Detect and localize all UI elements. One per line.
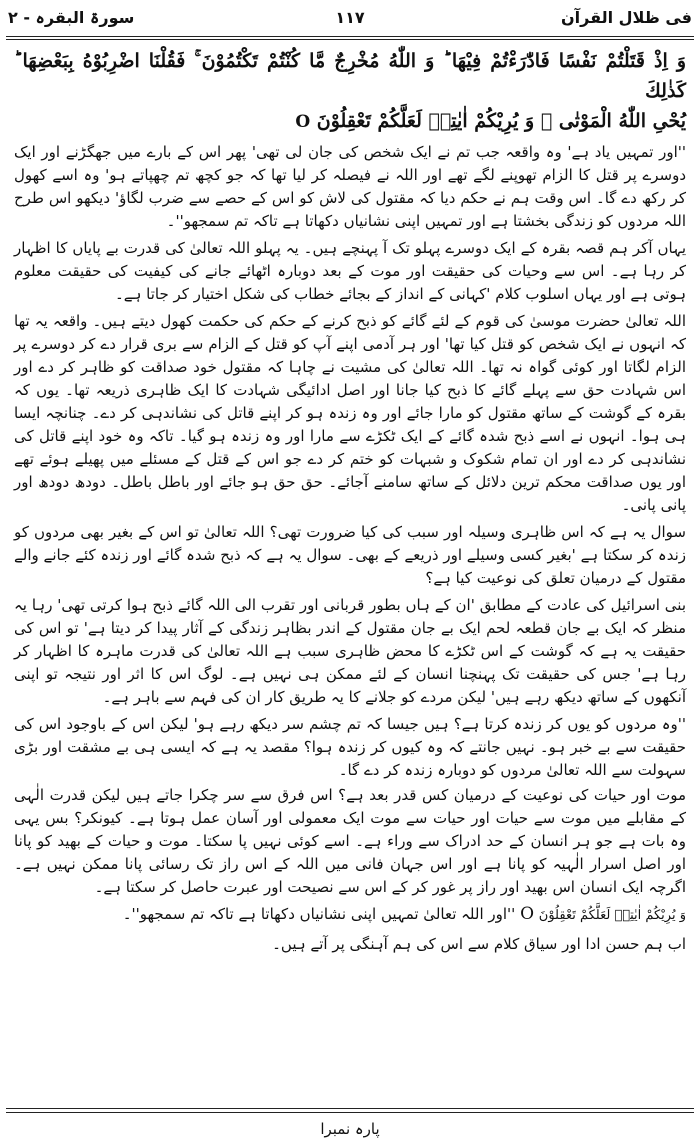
verse-line-1: وَ اِذْ قَتَلْتُمْ نَفْسًا فَادّٰرَءْتُمْ فِیْهَا ؕ وَ اللّٰهُ مُخْرِجٌ مَّا كُنْتُمْ تَكْتُمُوْنَ ۚ فَقُلْنَا اضْرِبُوْهُ بِبَعْضِهَا ؕ كَذٰلِكَ bbox=[14, 50, 686, 102]
closing-translation: ''اور اللہ تعالیٰ تمہیں اپنی نشانیاں دکھاتا ہے تاکہ تم سمجھو''۔ bbox=[122, 905, 516, 923]
transition-line: اب ہم حسن ادا اور سیاق کلام سے اس کی ہم آہنگی پر آتے ہیں۔ bbox=[272, 935, 686, 953]
verse-line-2-text: یُحْیِ اللّٰهُ الْمَوْتٰى ۙ وَ یُرِیْكُمْ اٰیٰتِهٖ لَعَلَّكُمْ تَعْقِلُوْنَ bbox=[316, 110, 686, 132]
paragraph-question: سوال یہ ہے کہ اس ظاہری وسیلہ اور سبب کی کیا ضرورت تھی؟ اللہ تعالیٰ تو اس کے بغیر بھی مردوں کو زندہ کر سکتا ہے 'بغیر کسی وسیلے اور ذریعے کے بھی۔ سوال یہ ہے کہ ذبح شدہ گائے اور زندہ کئے جانے والے مقتول کے درمیان تعلق کی نوعیت کیا ہے؟ bbox=[14, 523, 686, 587]
header-divider bbox=[6, 36, 694, 37]
paragraph-intro: یہاں آکر ہم قصہ بقرہ کے ایک دوسرے پہلو تک آ پہنچے ہیں۔ یہ پہلو اللہ تعالیٰ کی قدرت بے پایاں کا اظہار کر رہا ہے۔ اس سے وحیات کی حقیقت اور موت کے بعد دوبارہ اٹھائے جانے کی کیفیت کی حقیقت معلوم ہوتی ہے اور یہاں اسلوب کلام 'کہانی کے انداز کے بجائے خطاب کی شکل اختیار کر جاتا ہے۔ bbox=[14, 239, 686, 303]
surah-title: سورۃ البقرہ - ۲ bbox=[8, 8, 135, 27]
page-number: ۱۱۷ bbox=[335, 8, 365, 27]
paragraph-story: اللہ تعالیٰ حضرت موسیٰ کی قوم کے لئے گائے کو ذبح کرنے کے حکم کی حکمت کھول دیتے ہیں۔ واقعہ یہ تھا کہ انہوں نے ایک شخص کو قتل کیا تھا' اور ہر آدمی اپنے آپ کو قتل کے الزام سے بری قرار دے کر دوسرے پر الزام لگاتا اور کوئی گواہ نہ تھا۔ اللہ تعالیٰ کی مشیت نے چاہا کہ مقتول خود صداقت کو ظاہر کر دے اور اس شہادت حق سے پہلے گائے کا ذبح کیا جانا اور اصل ادائیگی شہادت کا ایک ظاہری ذریعہ تھا۔ یوں کہ بقرہ کے گوشت کے ساتھ مقتول کو مارا جائے اور وہ زندہ ہو کر اپنے قاتل کی نشاندہی کر دے۔ چنانچہ ایسا ہی ہوا۔ انہوں نے اسے ذبح شدہ گائے کے ایک ٹکڑے سے مارا اور وہ زندہ ہو گیا۔ تاکہ وہ خود اپنے قاتل کی نشاندہی کر دے اور ان تمام شکوک و شبہات کو ختم کر دے جو اس کے قتل کے مسئلے میں پھیلے ہوئے تھے اور یوں صداقت محکم ترین دلائل کے ساتھ سامنے آجائے۔ حق حق ہو جائے اور باطل باطل۔ دودھ دودھ اور پانی پانی۔ bbox=[14, 312, 686, 514]
ayah-end-mark: O bbox=[295, 112, 311, 132]
closing-ayah: وَ یُرِیْكُمْ اٰیٰتِهٖ لَعَلَّكُمْ تَعْقِلُوْنَ bbox=[538, 908, 686, 923]
para-number-label: پارہ نمبرا bbox=[320, 1120, 380, 1138]
header-divider-double bbox=[6, 39, 694, 40]
closing-ayah-mark: O bbox=[520, 904, 535, 924]
closing-ayah-line bbox=[14, 903, 686, 927]
page-header bbox=[6, 4, 694, 34]
book-title: فی ظلال القرآن bbox=[560, 8, 692, 27]
paragraph-translation: ''اور تمہیں یاد ہے' وہ واقعہ جب تم نے ایک شخص کی جان لی تھی' پھر اس کے بارے میں جھگڑنے اور ایک دوسرے پر قتل کا الزام تھوپنے لگے تھے اور اللہ نے فیصلہ کر لیا تھا کہ جو کچھ تم چھپاتے ہو' وہ اسے کھول کر رکھ دے گا۔ اس وقت ہم نے حکم دیا کہ مقتول کی لاش کو اس کے حصے سے ضرب لگاؤ' دیکھو اس طرح اللہ مردوں کو زندگی بخشتا ہے اور تمہیں اپنی نشانیاں دکھاتا ہے تاکہ تم سمجھو''۔ bbox=[14, 143, 686, 230]
footer-divider bbox=[6, 1108, 694, 1109]
paragraph-explanation: بنی اسرائیل کی عادت کے مطابق 'ان کے ہاں بطور قربانی اور تقرب الی اللہ گائے ذبح ہوا کرتی تھی' رہا یہ منظر کہ ایک بے جان قطعہ لحم ایک بے جان مقتول کے اندر بظاہر زندگی کے آثار پیدا کر دیتا ہے' تو اس کی حقیقت یہ ہے کہ گوشت کے اس ٹکڑے کا محض ظاہری سبب ہے اللہ تعالیٰ کی قدرت ماہرہ کا اظہار کر رہا ہے' جس کی حقیقت تک پہنچنا انسان کے لئے ممکن ہی نہیں ہے۔ لوگ اس کا اثر اور نتیجہ تو اپنی آنکھوں کے ساتھ دیکھ رہے ہیں' لیکن مردے کو جلانے کا یہ طریق کار ان کی فہم سے باہر ہے۔ bbox=[14, 596, 686, 706]
quran-verse bbox=[14, 46, 686, 137]
verse-line-2 bbox=[14, 106, 686, 137]
page-content bbox=[14, 46, 686, 956]
footer-divider-double bbox=[6, 1112, 694, 1113]
paragraph-life-death: موت اور حیات کی نوعیت کے درمیان کس قدر بعد ہے؟ اس فرق سے سر چکرا جاتے ہیں لیکن قدرت الٰہی کے مقابلے میں موت سے حیات اور حیات سے موت ایک معمولی اور آسان عمل ہوتا ہے۔ کیونکر؟ بس یہی وہ بات ہے جو ہر انسان کے حد ادراک سے وراء ہے۔ اسے کوئی نہیں پا سکتا۔ موت و حیات کے بھید کو پانا اور اصل اسرار الٰہیہ کو پانا ہے اور اس جہان فانی میں اللہ کے اس راز تک رسائی پانا ممکن نہیں ہے۔ اگرچہ ایک انسان اس بھید اور راز پر غور کر کے اس سے نصیحت اور عبرت حاصل کر سکتا ہے۔ bbox=[14, 786, 686, 896]
paragraph-resurrection: ''وہ مردوں کو یوں کر زندہ کرتا ہے؟ ہیں جیسا کہ تم چشم سر دیکھ رہے ہو' لیکن اس کے باوجود اس کی حقیقت سے بے خبر ہو۔ نہیں جانتے کہ وہ کیوں کر زندہ ہوا؟ مقصد یہ ہے کہ ایسی ہی بے مشقت اور بڑی سہولت سے اللہ تعالیٰ مردوں کو دوبارہ زندہ کر دے گا۔ bbox=[14, 715, 686, 779]
